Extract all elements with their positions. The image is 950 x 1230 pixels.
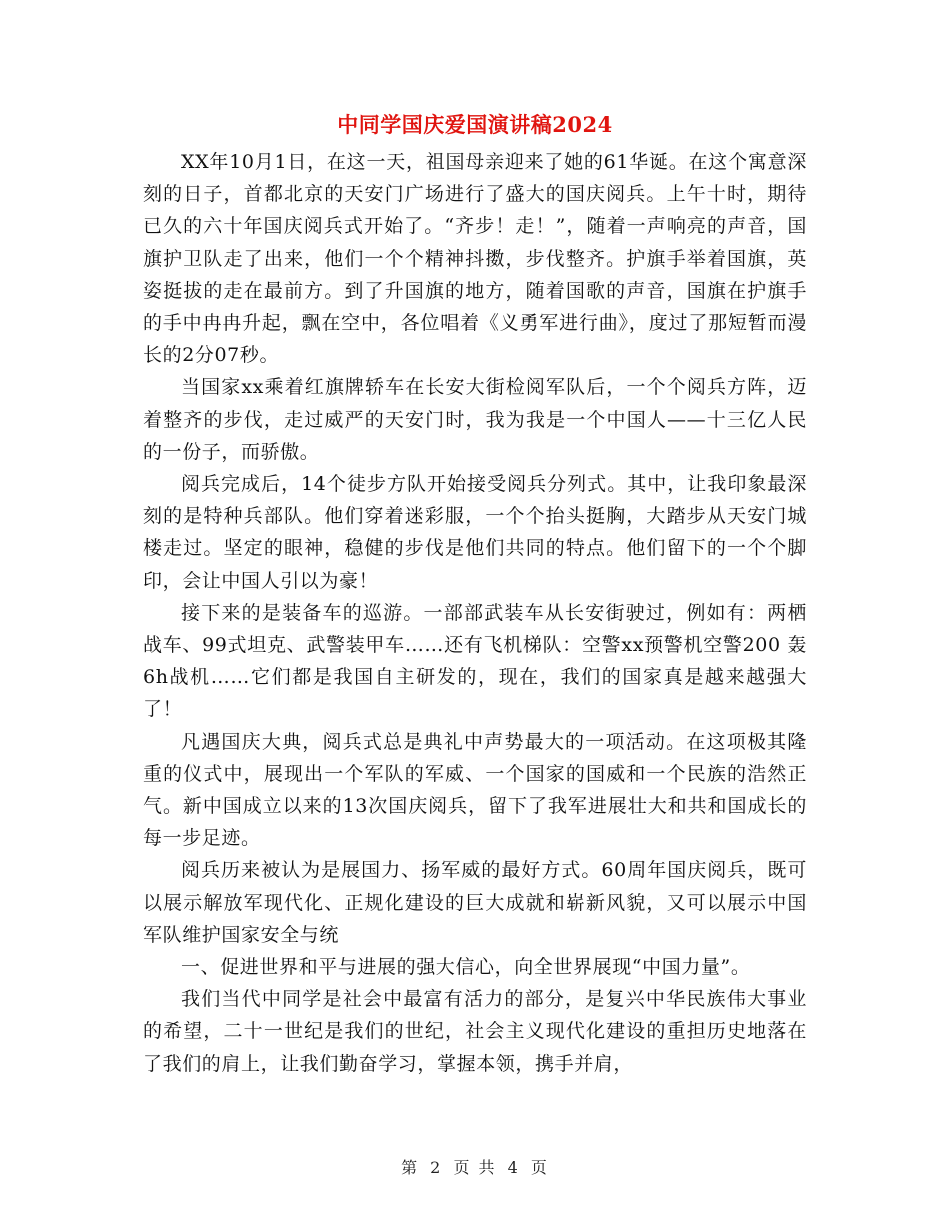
paragraph: 接下来的是装备车的巡游。一部部武装车从长安街驶过，例如有：两栖战车、99式坦克、武警装甲车……还有飞机梯队：空警xx预警机空警200 轰6h战机……它们都是我国自主研发的，现在，我们的国家真是越来越强大了！ (143, 601, 807, 721)
footer-prefix: 第 (401, 1158, 420, 1177)
paragraph: 我们当代中同学是社会中最富有活力的部分，是复兴中华民族伟大事业的希望，二十一世纪是我们的世纪，社会主义现代化建设的重担历史地落在了我们的肩上，让我们勤奋学习，掌握本领，携手并肩， (143, 988, 807, 1075)
paragraph: 当国家xx乘着红旗牌轿车在长安大街检阅军队后，一个个阅兵方阵，迈着整齐的步伐，走过威严的天安门时，我为我是一个中国人——十三亿人民的一份子，而骄傲。 (143, 376, 807, 463)
footer-total-pages: 4 (507, 1158, 520, 1177)
paragraph: 一、促进世界和平与进展的强大信心，向全世界展现“中国力量”。 (181, 956, 751, 979)
document-body (143, 146, 807, 1080)
footer-middle: 页 共 (453, 1158, 497, 1177)
paragraph: XX年10月1日，在这一天，祖国母亲迎来了她的61华诞。在这个寓意深刻的日子，首都北京的天安门广场进行了盛大的国庆阅兵。上午十时，期待已久的六十年国庆阅兵式开始了。“齐步！走！”，随着一声响亮的声音，国旗护卫队走了出来，他们一个个精神抖擞，步伐整齐。护旗手举着国旗，英姿挺拔的走在最前方。到了升国旗的地方，随着国歌的声音，国旗在护旗手的手中冉冉升起，飘在空中，各位唱着《义勇军进行曲》，度过了那短暂而漫长的2分07秒。 (143, 151, 807, 367)
paragraph: 凡遇国庆大典，阅兵式总是典礼中声势最大的一项活动。在这项极其隆重的仪式中，展现出一个军队的军威、一个国家的国威和一个民族的浩然正气。新中国成立以来的13次国庆阅兵，留下了我军进展壮大和共和国成长的每一步足迹。 (143, 730, 807, 850)
footer-suffix: 页 (530, 1158, 549, 1177)
page-footer (0, 1155, 950, 1178)
paragraph: 阅兵完成后，14个徒步方队开始接受阅兵分列式。其中，让我印象最深刻的是特种兵部队。他们穿着迷彩服，一个个抬头挺胸，大踏步从天安门城楼走过。坚定的眼神，稳健的步伐是他们共同的特点。他们留下的一个个脚印，会让中国人引以为豪！ (143, 473, 807, 592)
footer-page-number: 2 (430, 1158, 443, 1177)
paragraph: 阅兵历来被认为是展国力、扬军威的最好方式。60周年国庆阅兵，既可以展示解放军现代化、正规化建设的巨大成就和崭新风貌，又可以展示中国军队维护国家安全与统 (143, 859, 807, 946)
document-title: 中同学国庆爱国演讲稿2024 (337, 112, 613, 137)
